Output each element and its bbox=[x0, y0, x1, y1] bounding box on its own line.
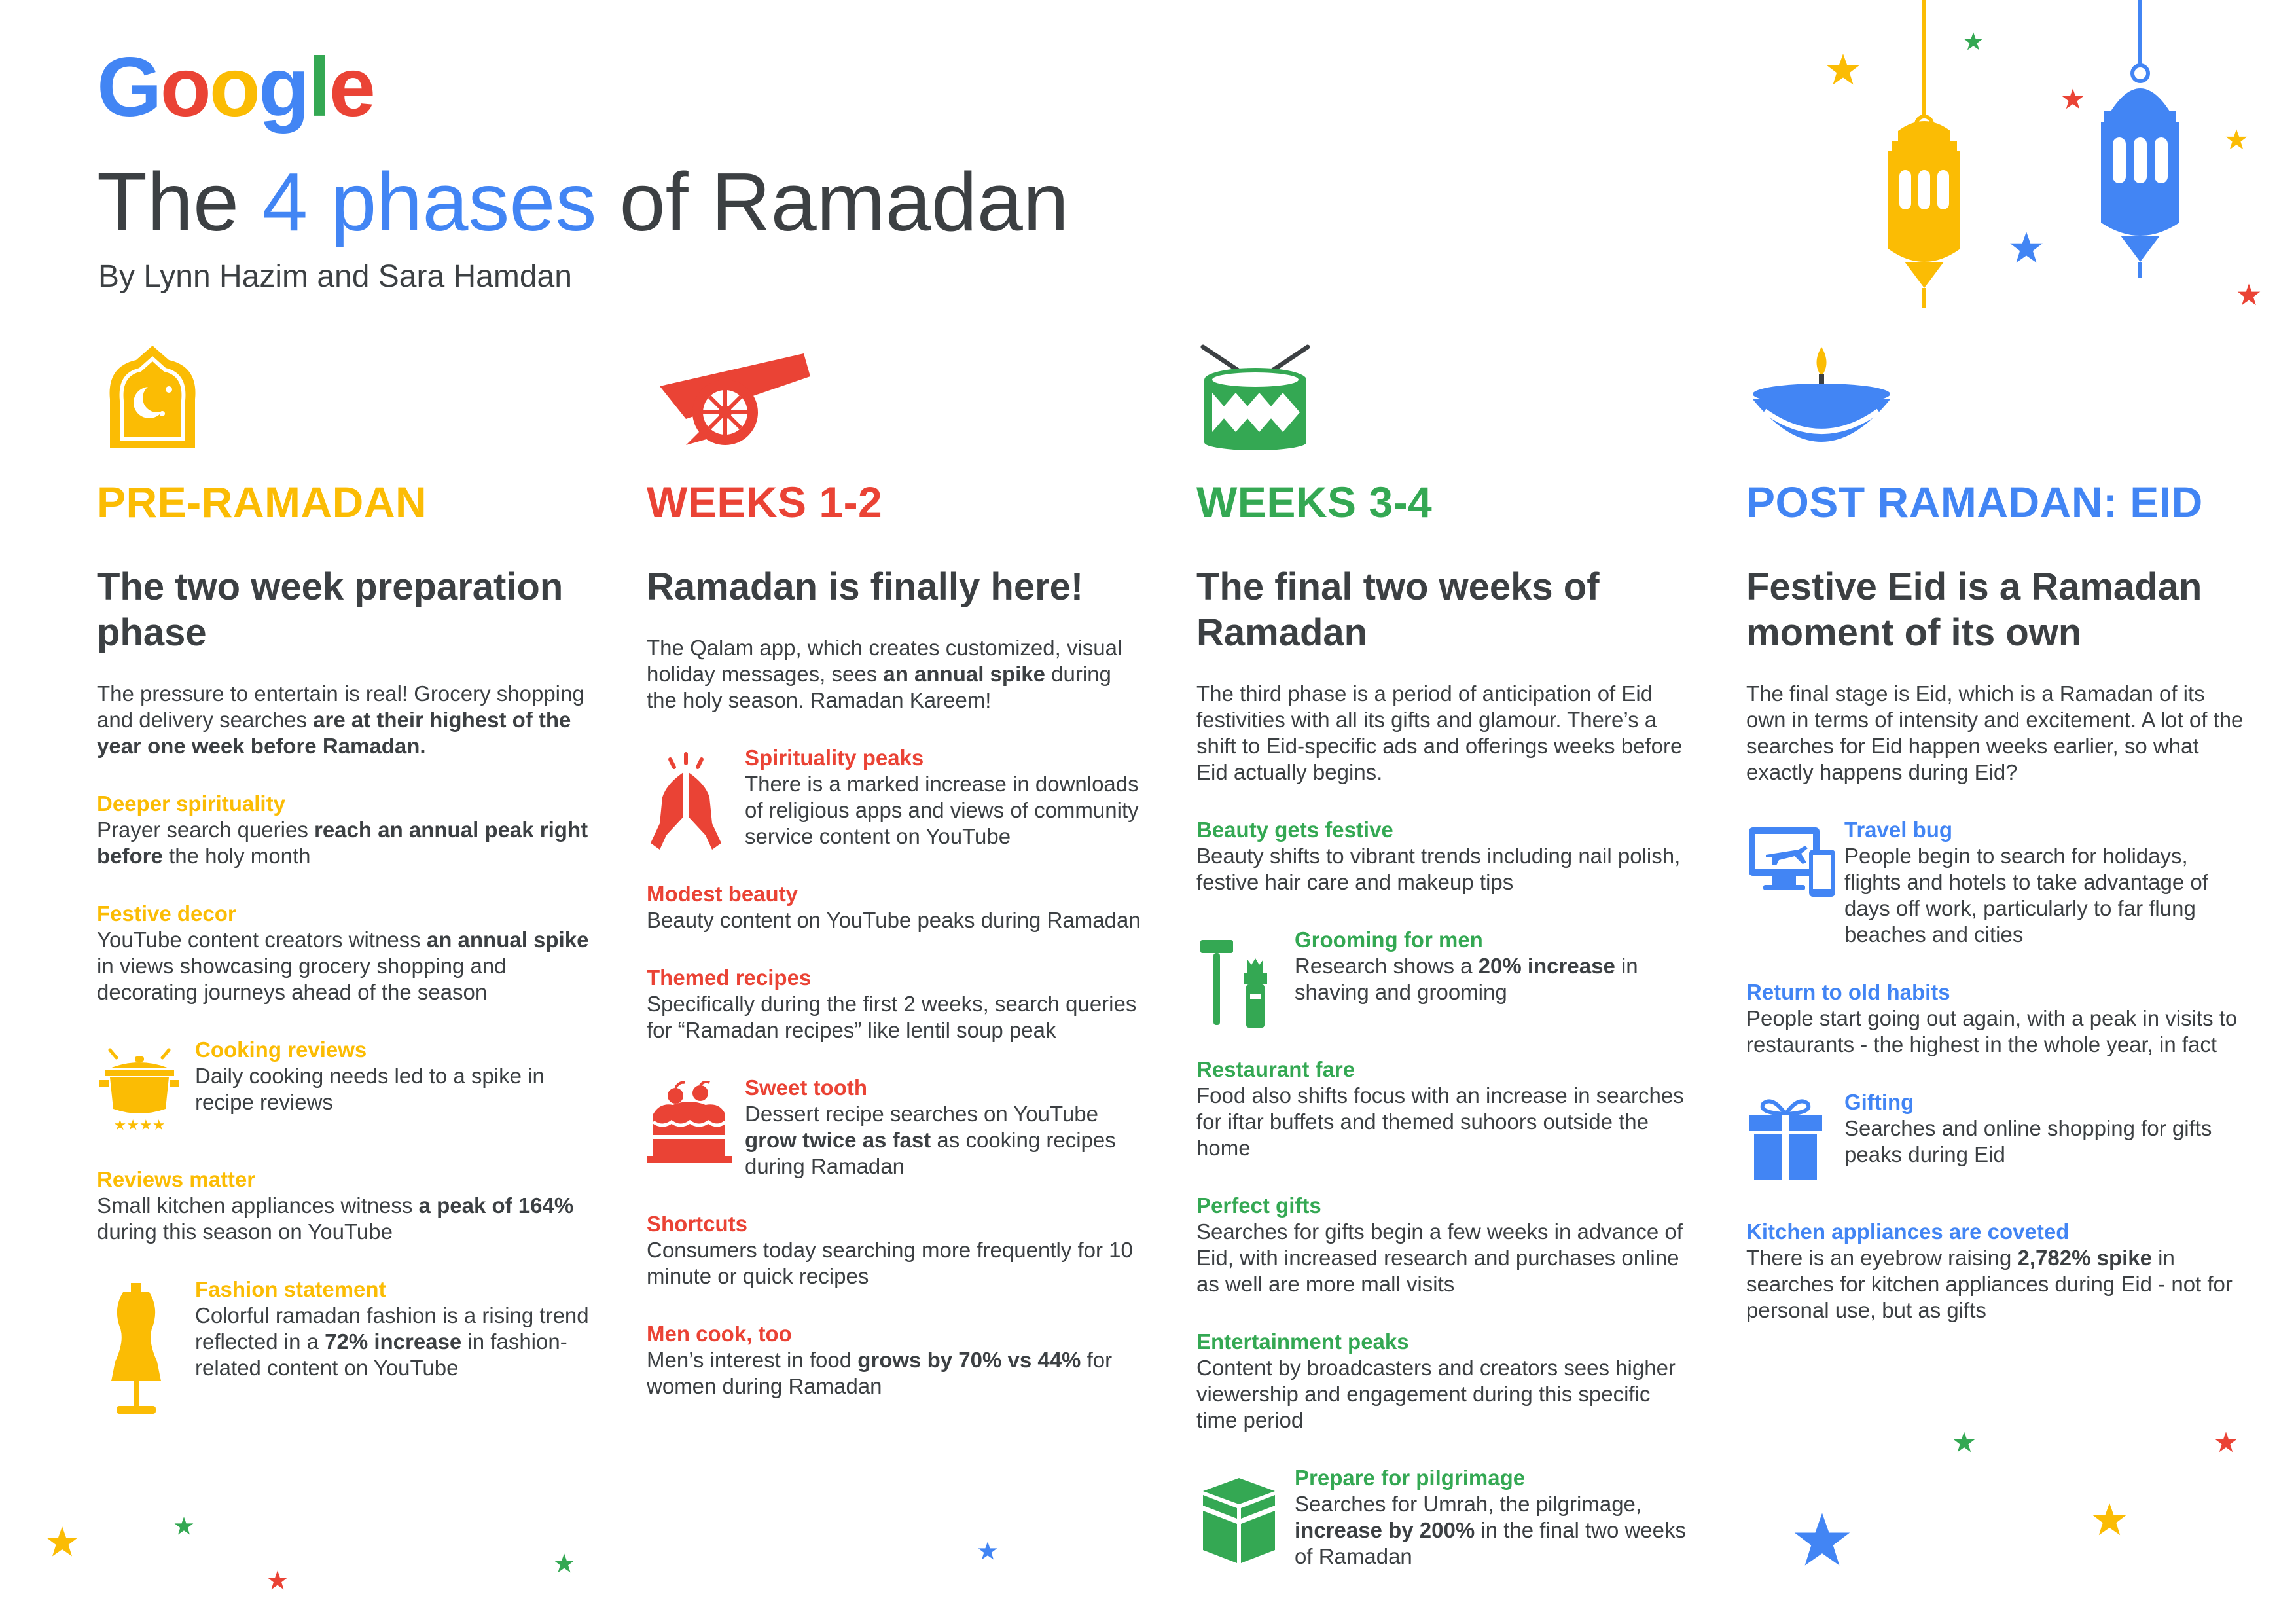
bold-text-run: increase by 200% bbox=[1295, 1518, 1475, 1542]
star-icon bbox=[978, 1541, 997, 1564]
title-accent: 4 phases bbox=[262, 156, 597, 248]
insight-body bbox=[195, 1063, 594, 1115]
text-run: Searches for Umrah, the pilgrimage, bbox=[1295, 1492, 1642, 1516]
text-run: People begin to search for holidays, flights and hotels to take advantage of days off work, particularly to far flung beaches and cities bbox=[1844, 844, 2208, 947]
page-title bbox=[97, 157, 1069, 248]
phase-label: WEEKS 1-2 bbox=[647, 478, 883, 526]
insight-item bbox=[1746, 817, 2244, 948]
drum-icon bbox=[1196, 340, 1694, 452]
insight-item bbox=[647, 745, 1144, 850]
text-run: in views showcasing grocery shopping and decorating journeys ahead of the season bbox=[97, 954, 507, 1004]
insight-body bbox=[1196, 843, 1694, 895]
insight-item bbox=[647, 1321, 1144, 1399]
star-icon bbox=[1953, 1431, 1975, 1456]
phase-intro bbox=[1196, 681, 1694, 785]
column-post-ramadan-eid bbox=[1746, 340, 2244, 1324]
insight-title: Modest beauty bbox=[647, 882, 798, 906]
insight-body bbox=[1746, 1245, 2244, 1324]
insight-body bbox=[1196, 1355, 1694, 1434]
phase-headline: Festive Eid is a Ramadan moment of its own bbox=[1746, 566, 2202, 654]
text-run: in searches for kitchen appliances during Eid - not for personal use, but as gifts bbox=[1746, 1246, 2233, 1322]
text-run: during the holy season. Ramadan Kareem! bbox=[647, 662, 1111, 712]
star-icon bbox=[554, 1553, 575, 1577]
text-run: Small kitchen appliances witness bbox=[97, 1193, 419, 1218]
insight-title: Sweet tooth bbox=[745, 1075, 867, 1100]
text-run: Consumers today searching more frequently for 10 minute or quick recipes bbox=[647, 1238, 1133, 1288]
star-icon bbox=[1793, 1511, 1851, 1572]
text-run: Dessert recipe searches on YouTube bbox=[745, 1102, 1098, 1126]
insight-title: Prepare for pilgrimage bbox=[1295, 1466, 1526, 1490]
insight-text bbox=[647, 1211, 1144, 1290]
text-run: during this season on YouTube bbox=[97, 1219, 393, 1244]
insight-title: Restaurant fare bbox=[1196, 1057, 1355, 1081]
insight-title: Perfect gifts bbox=[1196, 1193, 1321, 1218]
logo-letter: G bbox=[97, 41, 160, 134]
insight-body bbox=[1844, 843, 2244, 948]
insight-title: Entertainment peaks bbox=[1196, 1329, 1409, 1354]
mosque-window-icon bbox=[97, 340, 594, 452]
star-icon bbox=[1826, 52, 1860, 90]
insight-item bbox=[647, 881, 1144, 933]
text-run: Content by broadcasters and creators sees higher viewership and engagement during this specific time period bbox=[1196, 1356, 1676, 1432]
kaaba-icon bbox=[1196, 1465, 1295, 1563]
insight-text bbox=[647, 1321, 1144, 1399]
phase-headline: The final two weeks of Ramadan bbox=[1196, 566, 1600, 654]
insight-item bbox=[1196, 1465, 1694, 1570]
insight-text bbox=[1196, 1056, 1694, 1161]
insight-body bbox=[1196, 1219, 1694, 1297]
text-run: Beauty shifts to vibrant trends including nail polish, festive hair care and makeup tips bbox=[1196, 844, 1681, 894]
insight-text bbox=[97, 791, 594, 869]
praying-hands-icon bbox=[647, 745, 745, 843]
insight-body bbox=[647, 991, 1144, 1043]
insight-text bbox=[97, 1166, 594, 1245]
text-run: The Qalam app, which creates customized, visual holiday messages, sees bbox=[647, 636, 1122, 686]
insight-item bbox=[97, 901, 594, 1005]
insight-title: Return to old habits bbox=[1746, 980, 1950, 1004]
star-icon bbox=[2009, 230, 2043, 268]
insight-title: Beauty gets festive bbox=[1196, 818, 1393, 842]
insight-text bbox=[745, 1075, 1144, 1180]
insight-item bbox=[97, 1037, 594, 1135]
logo-letter: e bbox=[329, 41, 374, 134]
insight-text bbox=[647, 965, 1144, 1043]
insight-title: Men cook, too bbox=[647, 1322, 792, 1346]
insight-title: Themed recipes bbox=[647, 965, 812, 990]
text-run: for women during Ramadan bbox=[647, 1348, 1113, 1398]
insight-item bbox=[1196, 1329, 1694, 1434]
text-run: in the final two weeks of Ramadan bbox=[1295, 1518, 1687, 1568]
insight-body bbox=[97, 817, 594, 869]
razor-brush-icon bbox=[1196, 927, 1295, 1025]
cooking-pot-icon bbox=[97, 1037, 195, 1135]
dress-form-icon bbox=[97, 1276, 195, 1375]
insight-item bbox=[97, 1166, 594, 1245]
text-run: Men’s interest in food bbox=[647, 1348, 858, 1372]
star-icon bbox=[174, 1516, 194, 1539]
insight-body bbox=[745, 771, 1144, 850]
insight-text bbox=[745, 745, 1144, 850]
text-run: the holy month bbox=[162, 844, 311, 868]
bold-text-run: grows by 70% vs 44% bbox=[857, 1348, 1081, 1372]
text-run: in shaving and grooming bbox=[1295, 954, 1638, 1004]
text-run: People start going out again, with a peak in visits to restaurants - the highest in the whole year, in fact bbox=[1746, 1006, 2238, 1056]
insight-body bbox=[1746, 1005, 2244, 1058]
cake-icon bbox=[647, 1075, 745, 1173]
insight-text bbox=[1295, 927, 1694, 1005]
phase-label: WEEKS 3-4 bbox=[1196, 478, 1433, 526]
insight-item bbox=[1746, 979, 2244, 1058]
logo-letter: l bbox=[308, 41, 329, 134]
phase-intro bbox=[1746, 681, 2244, 785]
logo-letter: o bbox=[160, 41, 209, 134]
bold-text-run: are at their highest of the year one week before Ramadan. bbox=[97, 708, 571, 758]
insight-title: Fashion statement bbox=[195, 1277, 386, 1301]
insight-item bbox=[97, 791, 594, 869]
insight-title: Cooking reviews bbox=[195, 1038, 367, 1062]
column-pre-ramadan bbox=[97, 340, 594, 1381]
blue-lantern-icon bbox=[2075, 0, 2206, 281]
insight-text bbox=[1196, 1329, 1694, 1434]
logo-letter: o bbox=[209, 41, 259, 134]
text-run: Daily cooking needs led to a spike in recipe reviews bbox=[195, 1064, 545, 1114]
star-icon bbox=[46, 1525, 79, 1561]
bold-text-run: an annual spike bbox=[426, 928, 589, 952]
insight-text bbox=[647, 881, 1144, 933]
bold-text-run: a peak of 164% bbox=[418, 1193, 574, 1218]
phase-label: POST RAMADAN: EID bbox=[1746, 478, 2203, 526]
text-run: Specifically during the first 2 weeks, search queries for “Ramadan recipes” like lentil soup peak bbox=[647, 992, 1137, 1042]
text-run: The third phase is a period of anticipation of Eid festivities with all its gifts and glamour. There’s a shift to Eid-specific ads and offerings weeks before Eid actually begins. bbox=[1196, 681, 1683, 784]
star-icon bbox=[267, 1570, 288, 1594]
insight-title: Gifting bbox=[1844, 1090, 1914, 1114]
text-run: in fashion-related content on YouTube bbox=[195, 1329, 567, 1380]
phase-headline: The two week preparation phase bbox=[97, 566, 564, 654]
phase-intro bbox=[97, 681, 594, 759]
column-weeks-3-4 bbox=[1196, 340, 1694, 1570]
svg-text:★★★★: ★★★★ bbox=[113, 1117, 166, 1134]
text-run: Beauty content on YouTube peaks during Ramadan bbox=[647, 908, 1141, 932]
text-run: There is an eyebrow raising bbox=[1746, 1246, 2018, 1270]
gift-box-icon bbox=[1746, 1089, 1844, 1187]
insight-title: Spirituality peaks bbox=[745, 746, 924, 770]
text-run: Searches and online shopping for gifts peaks during Eid bbox=[1844, 1116, 2212, 1166]
google-logo bbox=[97, 41, 374, 134]
insight-text bbox=[195, 1276, 594, 1381]
insight-item bbox=[647, 1075, 1144, 1180]
insight-body bbox=[1295, 1491, 1694, 1570]
insight-text bbox=[1746, 1219, 2244, 1324]
text-run: Searches for gifts begin a few weeks in advance of Eid, with increased research and purchases online as well are more mall visits bbox=[1196, 1219, 1683, 1296]
bold-text-run: an annual spike bbox=[883, 662, 1045, 686]
insight-body bbox=[195, 1303, 594, 1381]
star-icon bbox=[2092, 1502, 2127, 1540]
star-icon bbox=[2237, 283, 2261, 310]
insight-body bbox=[647, 1237, 1144, 1290]
title-pre: The bbox=[97, 156, 262, 248]
insight-item bbox=[97, 1276, 594, 1381]
text-run: Colorful ramadan fashion is a rising trend reflected in a bbox=[195, 1303, 589, 1354]
insight-body bbox=[1196, 1083, 1694, 1161]
insight-text bbox=[1746, 979, 2244, 1058]
insight-item bbox=[1196, 1193, 1694, 1297]
insight-item bbox=[647, 965, 1144, 1043]
column-weeks-1-2 bbox=[647, 340, 1144, 1399]
star-icon bbox=[2225, 128, 2248, 154]
text-run: There is a marked increase in downloads of religious apps and views of community service content on YouTube bbox=[745, 772, 1139, 848]
text-run: The final stage is Eid, which is a Ramadan of its own in terms of intensity and excitement. A lot of the searches for Eid happen weeks earlier, so what exactly happens during Eid? bbox=[1746, 681, 2244, 784]
insight-text bbox=[1196, 817, 1694, 895]
insight-body bbox=[1295, 953, 1694, 1005]
oil-lamp-icon bbox=[1746, 340, 2244, 452]
bold-text-run: 72% increase bbox=[325, 1329, 462, 1354]
insight-title: Shortcuts bbox=[647, 1212, 748, 1236]
insight-title: Grooming for men bbox=[1295, 928, 1483, 952]
bold-text-run: 2,782% spike bbox=[2017, 1246, 2153, 1270]
insight-item bbox=[1196, 1056, 1694, 1161]
text-run: YouTube content creators witness bbox=[97, 928, 427, 952]
logo-letter: g bbox=[258, 41, 308, 134]
insight-text bbox=[1844, 1089, 2244, 1168]
insight-item bbox=[1196, 817, 1694, 895]
text-run: The pressure to entertain is real! Grocery shopping and delivery searches bbox=[97, 681, 584, 732]
insight-body bbox=[745, 1101, 1144, 1180]
insight-text bbox=[195, 1037, 594, 1115]
travel-devices-icon bbox=[1746, 817, 1844, 915]
phase-intro bbox=[647, 635, 1144, 713]
insight-title: Kitchen appliances are coveted bbox=[1746, 1219, 2070, 1244]
insight-body bbox=[647, 907, 1144, 933]
star-icon bbox=[1964, 31, 1983, 54]
star-icon bbox=[2062, 88, 2084, 113]
text-run: Food also shifts focus with an increase in searches for iftar buffets and themed suhoors outside the home bbox=[1196, 1083, 1684, 1160]
insight-title: Travel bug bbox=[1844, 818, 1953, 842]
bold-text-run: grow twice as fast bbox=[745, 1128, 931, 1152]
insight-body bbox=[97, 1193, 594, 1245]
phase-headline: Ramadan is finally here! bbox=[647, 566, 1084, 608]
insight-body bbox=[97, 927, 594, 1005]
insight-body bbox=[647, 1347, 1144, 1399]
insight-text bbox=[97, 901, 594, 1005]
byline: By Lynn Hazim and Sara Hamdan bbox=[98, 259, 572, 294]
star-icon bbox=[2215, 1431, 2237, 1456]
cannon-icon bbox=[647, 340, 1144, 452]
insight-body bbox=[1844, 1115, 2244, 1168]
phase-label: PRE-RAMADAN bbox=[97, 478, 427, 526]
insight-item bbox=[1746, 1219, 2244, 1324]
title-post: of Ramadan bbox=[596, 156, 1069, 248]
insight-title: Reviews matter bbox=[97, 1167, 256, 1191]
insight-item bbox=[647, 1211, 1144, 1290]
insight-title: Festive decor bbox=[97, 901, 236, 926]
bold-text-run: reach an annual peak right before bbox=[97, 818, 588, 868]
insight-text bbox=[1196, 1193, 1694, 1297]
insight-title: Deeper spirituality bbox=[97, 791, 285, 816]
text-run: as cooking recipes during Ramadan bbox=[745, 1128, 1116, 1178]
insight-item bbox=[1196, 927, 1694, 1025]
text-run: Prayer search queries bbox=[97, 818, 314, 842]
insight-item bbox=[1746, 1089, 2244, 1187]
insight-text bbox=[1295, 1465, 1694, 1570]
text-run: Research shows a bbox=[1295, 954, 1479, 978]
bold-text-run: 20% increase bbox=[1478, 954, 1615, 978]
insight-text bbox=[1844, 817, 2244, 948]
